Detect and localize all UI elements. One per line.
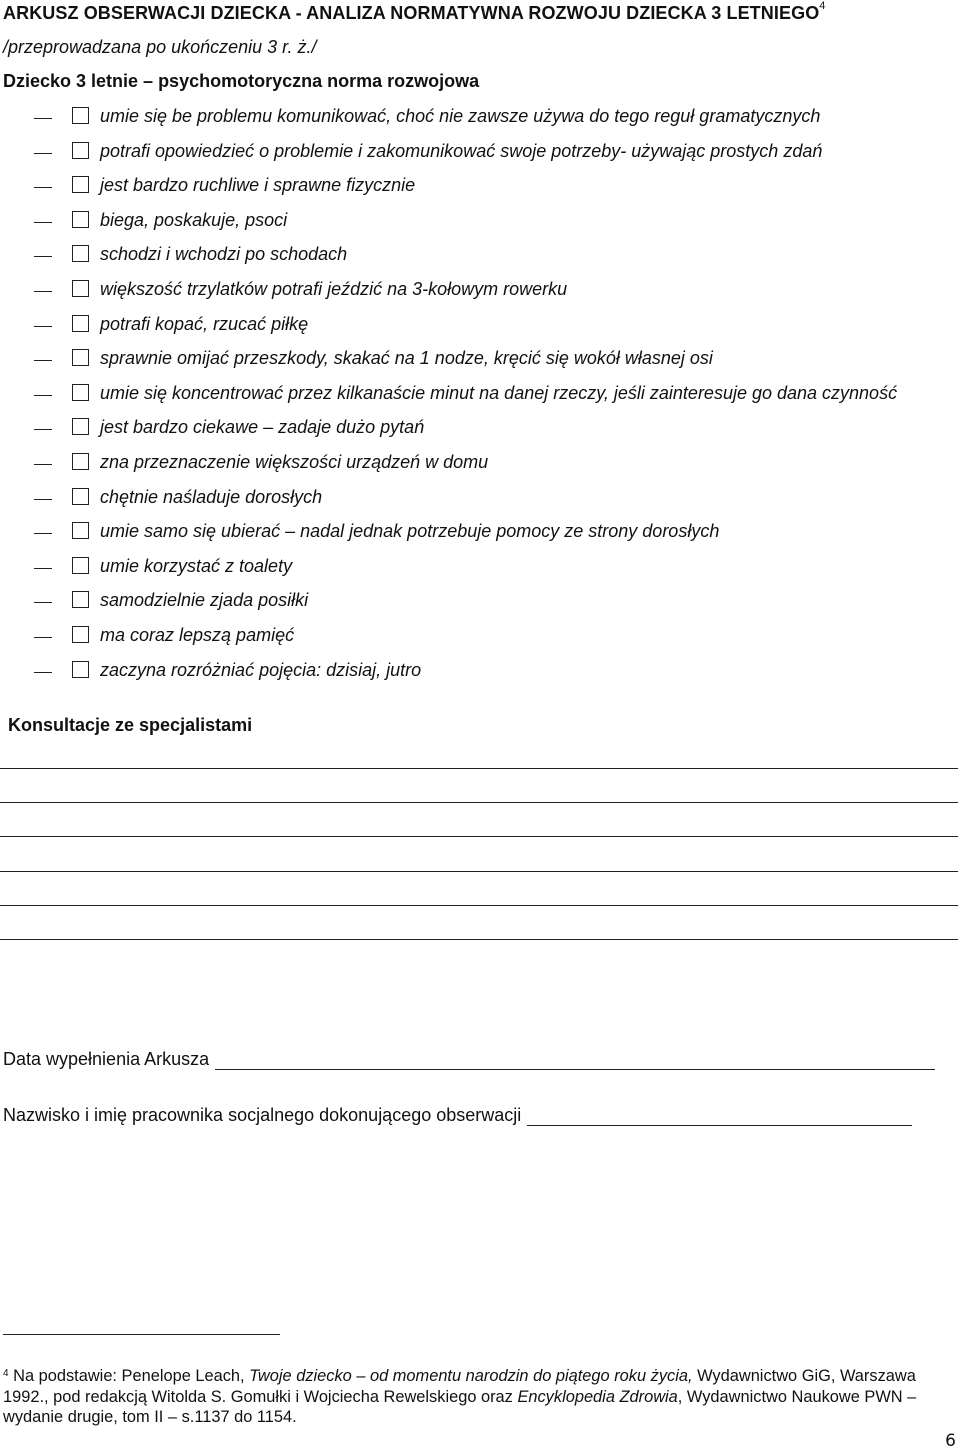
consultation-line[interactable] [0, 871, 958, 872]
dash-bullet [34, 672, 52, 673]
footnote-divider [3, 1334, 280, 1335]
checkbox[interactable] [72, 280, 89, 297]
checkbox[interactable] [72, 418, 89, 435]
footnote-book2: Encyklopedia Zdrowia [517, 1387, 678, 1406]
checklist-item [0, 384, 960, 419]
checkbox[interactable] [72, 107, 89, 124]
dash-bullet [34, 568, 52, 569]
checklist-item [0, 453, 960, 488]
checklist-item-label: zna przeznaczenie większości urządzeń w domu [100, 451, 489, 472]
dash-bullet [34, 153, 52, 154]
dash-bullet [34, 326, 52, 327]
checklist-item-label: sprawnie omijać przeszkody, skakać na 1 nodze, kręcić się wokół własnej osi [100, 348, 713, 369]
dash-bullet [34, 222, 52, 223]
checkbox[interactable] [72, 557, 89, 574]
checklist-item [0, 488, 960, 523]
checklist-item [0, 176, 960, 211]
dash-bullet [34, 256, 52, 257]
page-number: 6 [945, 1431, 956, 1451]
consultations-heading: Konsultacje ze specjalistami [8, 715, 253, 735]
footnote-part3: , Wydawnictwo Naukowe PWN – wydanie drugie, tom II – s.1137 do 1154. [3, 1387, 917, 1426]
checklist-item [0, 211, 960, 246]
dash-bullet [34, 429, 52, 430]
checkbox[interactable] [72, 626, 89, 643]
checkbox[interactable] [72, 488, 89, 505]
date-label: Data wypełnienia Arkusza [3, 1049, 210, 1069]
checklist-item-label: większość trzylatków potrafi jeździć na 3-kołowym rowerku [100, 278, 568, 299]
dash-bullet [34, 360, 52, 361]
checklist-item [0, 522, 960, 557]
checklist-item-label: umie samo się ubierać – nadal jednak potrzebuje pomocy ze strony dorosłych [100, 521, 720, 542]
consultation-line[interactable] [0, 905, 958, 906]
checklist-item [0, 349, 960, 384]
consultation-line[interactable] [0, 836, 958, 837]
dash-bullet [34, 395, 52, 396]
checkbox[interactable] [72, 349, 89, 366]
consultation-line[interactable] [0, 802, 958, 803]
checklist-item-label: umie korzystać z toalety [100, 555, 293, 576]
dash-bullet [34, 187, 52, 188]
checklist-item-label: umie się koncentrować przez kilkanaście minut na danej rzeczy, jeśli zainteresuje go dana czynność [100, 382, 898, 403]
dash-bullet [34, 464, 52, 465]
footnote [3, 1366, 943, 1428]
worker-name-field[interactable] [527, 1107, 912, 1126]
checklist-item-label: jest bardzo ruchliwe i sprawne fizycznie [100, 175, 416, 196]
checklist-item [0, 245, 960, 280]
footnote-number: 4 [3, 1368, 9, 1379]
checkbox[interactable] [72, 211, 89, 228]
worker-row [3, 1105, 912, 1126]
checkbox[interactable] [72, 384, 89, 401]
dash-bullet [34, 533, 52, 534]
dash-bullet [34, 499, 52, 500]
checklist-item-label: biega, poskakuje, psoci [100, 209, 288, 230]
checkbox[interactable] [72, 315, 89, 332]
checklist-item [0, 107, 960, 142]
checkbox[interactable] [72, 453, 89, 470]
document-subtitle: /przeprowadzana po ukończeniu 3 r. ż./ [3, 37, 317, 57]
checkbox[interactable] [72, 176, 89, 193]
footnote-part2: Wydawnictwo GiG, Warszawa 1992., pod redakcją Witolda S. Gomułki i Wojciecha Rewelskiego oraz [3, 1367, 916, 1406]
dash-bullet [34, 602, 52, 603]
checklist-item [0, 142, 960, 177]
checklist-item-label: umie się be problemu komunikować, choć nie zawsze używa do tego reguł gramatycznych [100, 106, 821, 126]
footnote-part1: Na podstawie: Penelope Leach, [13, 1367, 250, 1385]
checklist-item [0, 591, 960, 626]
checklist-item [0, 280, 960, 315]
checkbox[interactable] [72, 661, 89, 678]
checklist-item-label: jest bardzo ciekawe – zadaje dużo pytań [100, 417, 425, 438]
consultations-lines [0, 768, 960, 973]
checklist-item-label: ma coraz lepszą pamięć [100, 624, 295, 645]
consultation-line[interactable] [0, 768, 958, 769]
checklist-item-label: potrafi kopać, rzucać piłkę [100, 313, 309, 334]
dash-bullet [34, 118, 52, 119]
worker-label: Nazwisko i imię pracownika socjalnego dokonującego obserwacji [3, 1105, 522, 1125]
checkbox[interactable] [72, 591, 89, 608]
title-footnote-ref: 4 [819, 0, 826, 12]
checklist-item [0, 315, 960, 350]
checklist-item-label: chętnie naśladuje dorosłych [100, 486, 323, 507]
checklist-item-label: zaczyna rozróżniać pojęcia: dzisiaj, jutro [100, 659, 422, 680]
checklist-item [0, 418, 960, 453]
document-title [3, 0, 826, 24]
checkbox[interactable] [72, 245, 89, 262]
development-checklist [0, 107, 960, 695]
checkbox[interactable] [72, 142, 89, 159]
checklist-item [0, 626, 960, 661]
title-text: ARKUSZ OBSERWACJI DZIECKA - ANALIZA NORMATYWNA ROZWOJU DZIECKA 3 LETNIEGO [3, 3, 820, 23]
consultation-line[interactable] [0, 939, 958, 940]
checklist-item-label: schodzi i wchodzi po schodach [100, 244, 348, 265]
date-row [3, 1049, 935, 1070]
checklist-item-label: samodzielnie zjada posiłki [100, 590, 309, 611]
date-field[interactable] [215, 1051, 935, 1070]
checkbox[interactable] [72, 522, 89, 539]
checklist-item [0, 661, 960, 696]
footnote-book1: Twoje dziecko – od momentu narodzin do piątego roku życia, [249, 1367, 693, 1385]
section-heading: Dziecko 3 letnie – psychomotoryczna norma rozwojowa [3, 71, 480, 91]
dash-bullet [34, 291, 52, 292]
checklist-item [0, 557, 960, 592]
dash-bullet [34, 637, 52, 638]
checklist-item-label: potrafi opowiedzieć o problemie i zakomunikować swoje potrzeby- używając prostych zdań [100, 140, 823, 161]
